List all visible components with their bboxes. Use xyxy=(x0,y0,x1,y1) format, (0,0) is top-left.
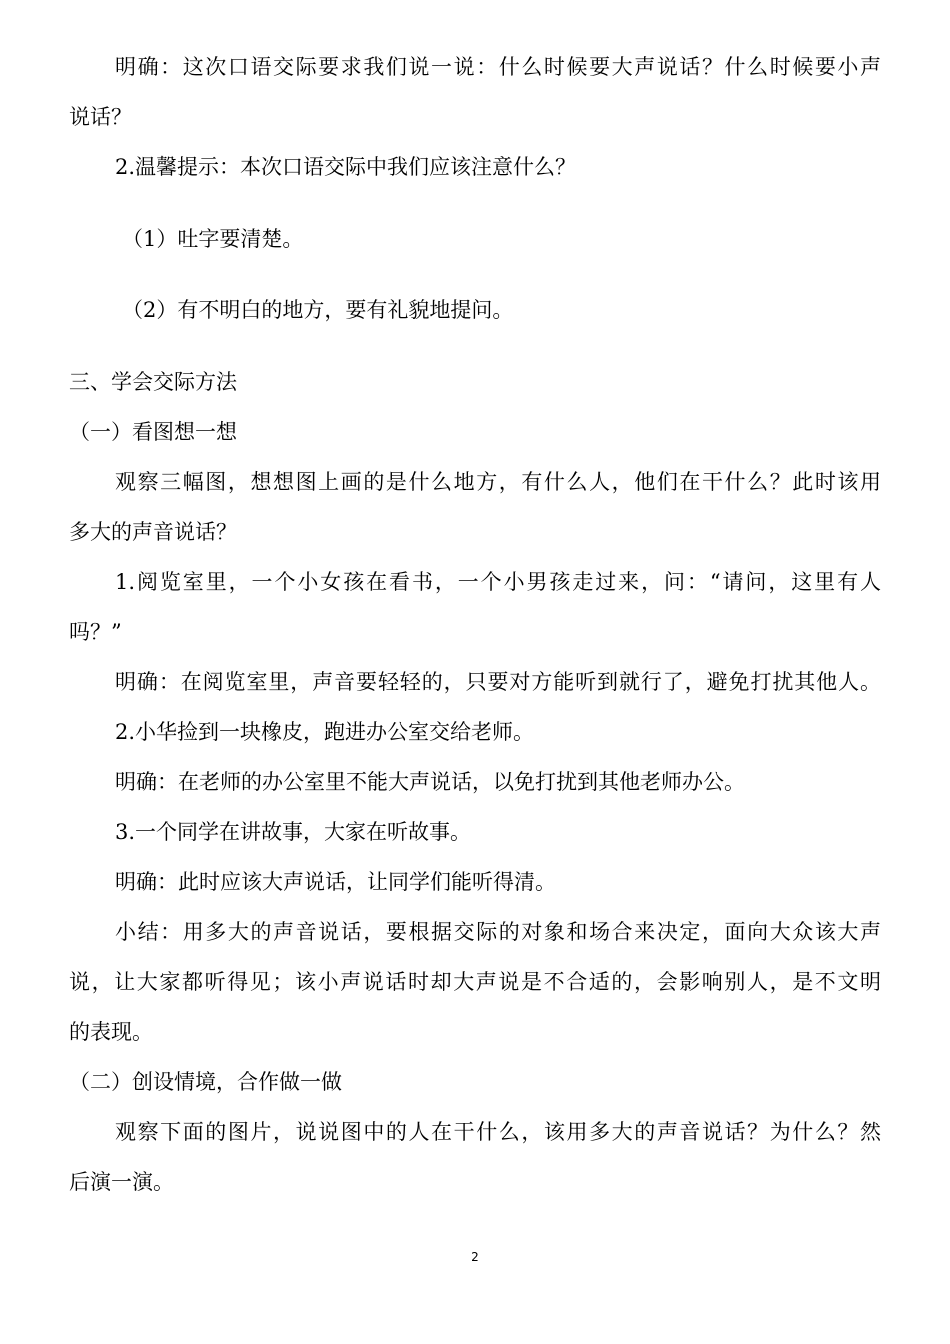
paragraph-line: 明确：这次口语交际要求我们说一说：什么时候要大声说话？什么时候要小声 xyxy=(115,55,881,79)
paragraph-line: 观察下面的图片，说说图中的人在干什么，该用多大的声音说话？为什么？然 xyxy=(115,1120,881,1144)
subsection-heading: （二）创设情境，合作做一做 xyxy=(69,1070,342,1094)
paragraph-line: 明确：在阅览室里，声音要轻轻的，只要对方能听到就行了，避免打扰其他人。 xyxy=(115,670,881,694)
list-item: （2）有不明白的地方，要有礼貌地提问。 xyxy=(122,298,514,322)
paragraph-line: 2.小华捡到一块橡皮，跑进办公室交给老师。 xyxy=(115,720,535,744)
paragraph-line: 多大的声音说话？ xyxy=(69,520,237,544)
list-item: 2.温馨提示：本次口语交际中我们应该注意什么？ xyxy=(115,155,577,179)
paragraph-line: 吗？” xyxy=(69,620,122,644)
paragraph-line: 观察三幅图，想想图上画的是什么地方，有什么人，他们在干什么？此时该用 xyxy=(115,470,881,494)
paragraph-line: 3.一个同学在讲故事，大家在听故事。 xyxy=(115,820,472,844)
paragraph-line: 1.阅览室里，一个小女孩在看书，一个小男孩走过来，问：“请问，这里有人 xyxy=(115,570,881,594)
section-heading: 三、学会交际方法 xyxy=(69,370,237,394)
paragraph-line: 小结：用多大的声音说话，要根据交际的对象和场合来决定，面向大众该大声 xyxy=(115,920,881,944)
paragraph-line: 明确：此时应该大声说话，让同学们能听得清。 xyxy=(115,870,556,894)
list-item: （1）吐字要清楚。 xyxy=(122,227,304,251)
paragraph-line: 说，让大家都听得见；该小声说话时却大声说是不合适的，会影响别人，是不文明 xyxy=(69,970,881,994)
subsection-heading: （一）看图想一想 xyxy=(69,420,237,444)
paragraph-line: 明确：在老师的办公室里不能大声说话，以免打扰到其他老师办公。 xyxy=(115,770,745,794)
paragraph-line: 后演一演。 xyxy=(69,1170,174,1194)
paragraph-line: 的表现。 xyxy=(69,1020,153,1044)
paragraph-line: 说话？ xyxy=(69,105,132,129)
page-number: 2 xyxy=(471,1250,479,1264)
